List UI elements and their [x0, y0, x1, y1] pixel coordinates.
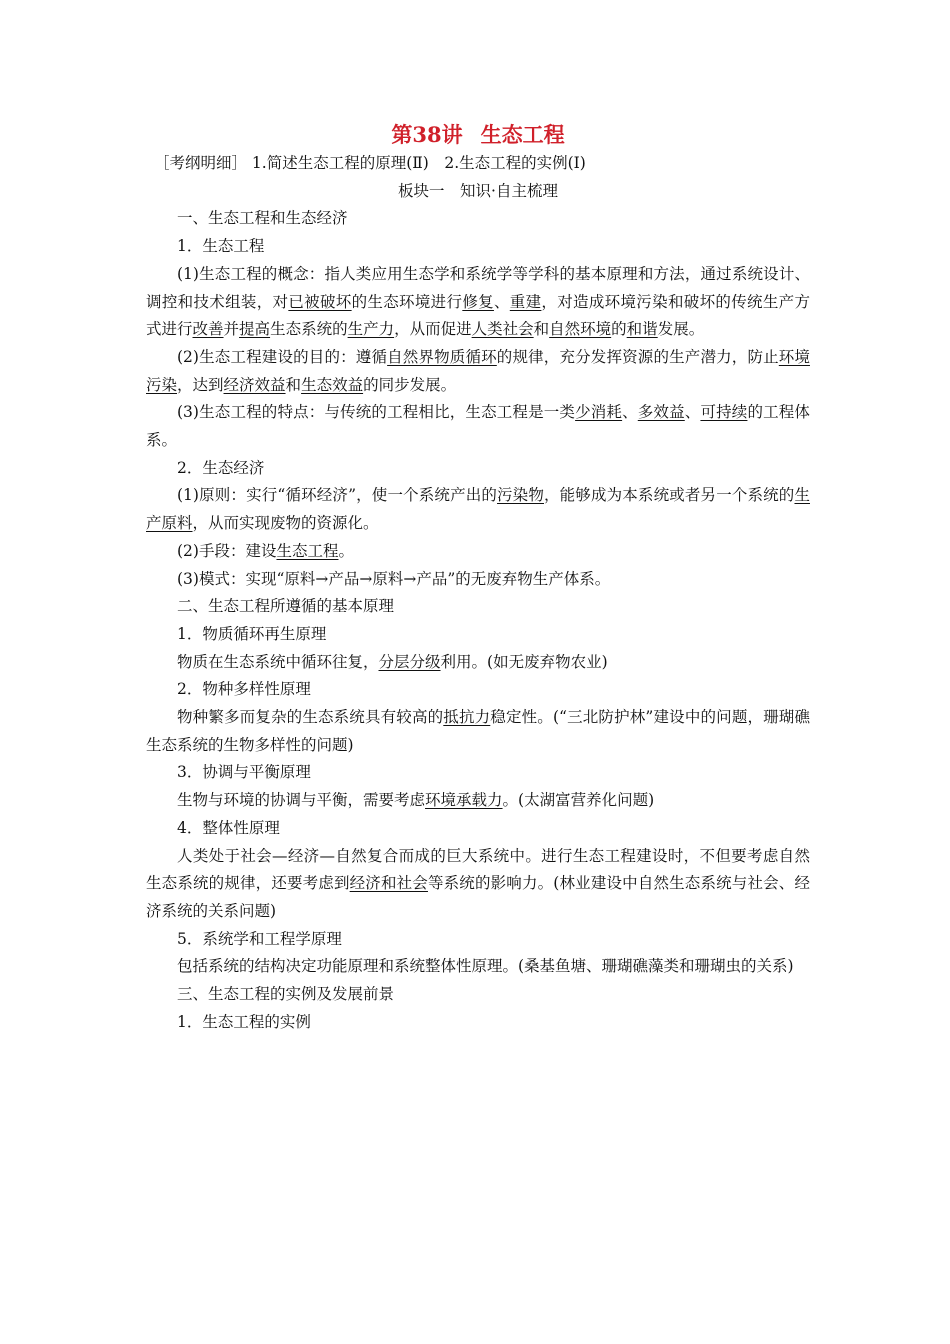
heading-1: 一、生态工程和生态经济 — [177, 209, 348, 228]
blank-answer: 生态效益 — [301, 375, 364, 394]
blank-answer: 重建 — [509, 292, 542, 311]
blank-answer: 和谐 — [626, 320, 658, 339]
lecture-number: 第38讲 — [391, 122, 463, 147]
subheading-2-3: 3．协调与平衡原理 — [177, 763, 311, 782]
blank-answer: 改善 — [192, 320, 224, 339]
blank-answer: 污染物 — [497, 486, 544, 505]
paragraph-systems: 包括系统的结构决定功能原理和系统整体性原理。(桑基鱼塘、珊瑚礁藻类和珊瑚虫的关系) — [177, 957, 794, 976]
blank-answer: 自然环境 — [549, 320, 612, 339]
page-title — [146, 120, 810, 150]
subheading-2-4: 4．整体性原理 — [177, 818, 280, 837]
subheading-3-1: 1．生态工程的实例 — [177, 1012, 311, 1031]
blank-answer: 环境污染 — [146, 347, 810, 394]
paragraph-model: (3)模式：实现“原料→产品→原料→产品”的无废弃物生产体系。 — [177, 569, 611, 588]
syllabus-outline: ［考纲明细］ 1.简述生态工程的原理(Ⅱ) 2.生态工程的实例(Ⅰ) — [154, 154, 586, 172]
blank-answer: 修复 — [462, 292, 494, 311]
paragraph-concept: (1)生态工程的概念：指人类应用生态学和系统学等学科的基本原理和方法，通过系统设计、调控和技术组装，对已被破坏的生态环境进行修复、重建，对造成环境污染和破坏的传统生产方式进行改善并提高生态系统的生产力，从而促进人类社会和自然环境的和谐发展。 — [146, 264, 810, 339]
blank-answer: 生态工程 — [276, 541, 339, 560]
subheading-2-1: 1．物质循环再生原理 — [177, 624, 327, 643]
blank-answer: 已被破坏 — [288, 292, 352, 311]
blank-answer: 分层分级 — [378, 652, 441, 671]
subheading-2-2: 2．物种多样性原理 — [177, 680, 311, 699]
subheading-1-2: 2．生态经济 — [177, 458, 265, 477]
blank-answer: 多效益 — [637, 403, 685, 422]
lecture-topic: 生态工程 — [480, 122, 565, 147]
blank-answer: 生产原料 — [146, 486, 810, 533]
blank-answer: 经济和社会 — [349, 874, 428, 893]
blank-answer: 提高 — [239, 320, 271, 339]
paragraph-coordination: 生物与环境的协调与平衡，需要考虑环境承载力。(太湖富营养化问题) — [177, 791, 655, 810]
blank-answer: 抵抗力 — [443, 708, 491, 727]
blank-answer: 自然界物质循环 — [387, 347, 497, 366]
subheading-2-5: 5．系统学和工程学原理 — [177, 929, 342, 948]
blank-answer: 少消耗 — [575, 403, 623, 422]
paragraph-principle: (1)原则：实行“循环经济”，使一个系统产出的污染物，能够成为本系统或者另一个系统的生产原料，从而实现废物的资源化。 — [146, 486, 810, 533]
section-label: 板块一 知识·自主梳理 — [398, 181, 558, 200]
subheading-1-1: 1．生态工程 — [177, 237, 265, 256]
blank-answer: 经济效益 — [223, 375, 286, 394]
blank-answer: 环境承载力 — [425, 791, 503, 810]
blank-answer: 生产力 — [347, 320, 395, 339]
heading-2: 二、生态工程所遵循的基本原理 — [177, 597, 395, 616]
paragraph-species-diversity: 物种繁多而复杂的生态系统具有较高的抵抗力稳定性。(“三北防护林”建设中的问题，珊瑚礁生态系统的生物多样性的问题) — [146, 708, 810, 754]
document-page — [146, 120, 810, 1037]
paragraph-means: (2)手段：建设生态工程。 — [177, 541, 354, 560]
paragraph-material-cycle: 物质在生态系统中循环往复，分层分级利用。(如无废弃物农业) — [177, 652, 608, 671]
blank-answer: 人类社会 — [471, 320, 534, 339]
paragraph-integrity: 人类处于社会—经济—自然复合而成的巨大系统中。进行生态工程建设时，不但要考虑自然生态系统的规律，还要考虑到经济和社会等系统的影响力。(林业建设中自然生态系统与社会、经济系统的关系问题) — [146, 846, 810, 920]
blank-answer: 可持续 — [700, 403, 748, 422]
paragraph-features: (3)生态工程的特点：与传统的工程相比，生态工程是一类少消耗、多效益、可持续的工程体系。 — [146, 403, 810, 450]
paragraph-purpose: (2)生态工程建设的目的：遵循自然界物质循环的规律，充分发挥资源的生产潜力，防止环境污染，达到经济效益和生态效益的同步发展。 — [146, 347, 810, 394]
heading-3: 三、生态工程的实例及发展前景 — [177, 985, 395, 1004]
